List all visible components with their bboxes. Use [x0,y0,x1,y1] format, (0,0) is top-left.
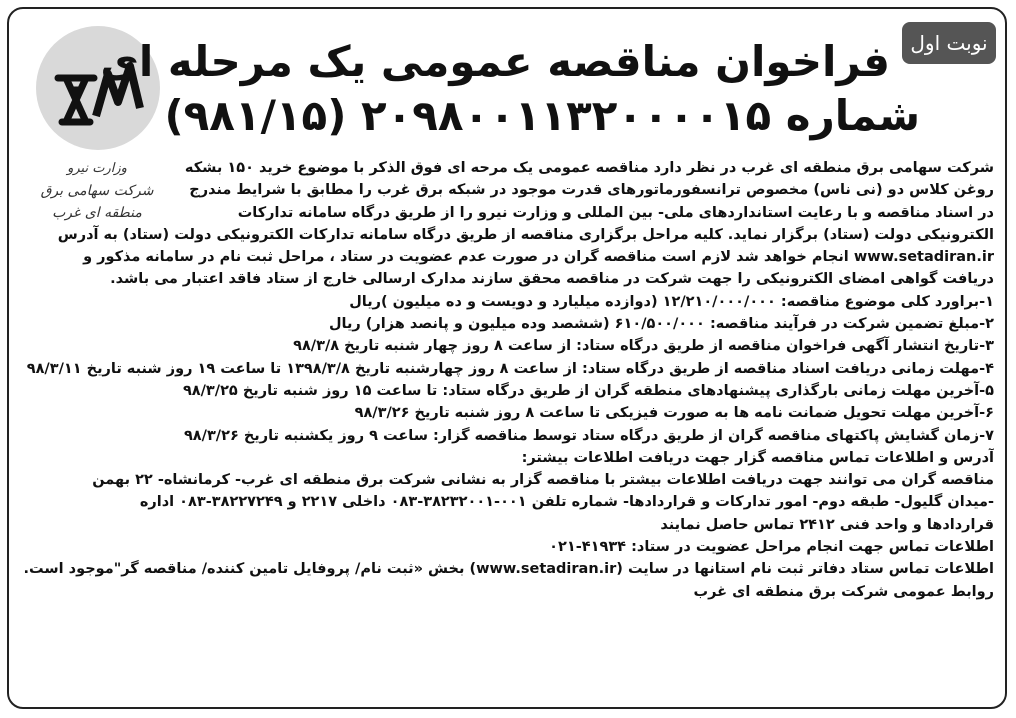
tender-number: شماره ۲۰۹۸۰۰۱۱۳۲۰۰۰۰۱۵ (۹۸۱/۱۵) [164,91,920,140]
intro-line: الکترونیکی دولت (ستاد) برگزار نماید. کلیه مراحل برگزاری مناقصه از طریق درگاه سامانه تدارکات الکترونیکی دولت (ستاد) به آدرس [57,226,994,243]
intro-line: شرکت سهامی برق منطقه ای غرب در نظر دارد مناقصه عمومی یک مرحه ای فوق الذکر با موضوع خرید ۱۵۰ بشکه [184,160,994,176]
round-badge: نوبت اول [902,22,996,64]
list-item: ۴-مهلت زمانی دریافت اسناد مناقصه از طریق درگاه ستاد: از ساعت ۸ روز چهارشنبه تاریخ ۱۳۹۸/۳/۸ تا ساعت ۱۹ روز شنبه تاریخ ۹۸/۳/۱۱ [26,360,994,377]
notice-title: فراخوان مناقصه عمومی یک مرحله ای [100,37,890,86]
notice-body [22,157,994,603]
list-item: ۷-زمان گشایش پاکتهای مناقصه گران از طریق درگاه ستاد توسط مناقصه گزار: ساعت ۹ روز یکشنبه تاریخ ۹۸/۳/۲۶ [183,427,994,444]
ministry-name: وزارت نیرو [67,161,127,176]
intro-line: در اسناد مناقصه و با رعایت استانداردهای ملی- بین المللی و وزارت نیرو را از طریق درگاه سامانه تدارکات [237,204,994,221]
contact-line: اطلاعات تماس ستاد دفاتر ثبت نام استانها در سایت (www.setadiran.ir) بخش «ثبت نام/ پروفایل تامین کننده/ مناقصه گر"موجود است. [23,561,994,578]
intro-line: روغن کلاس دو (نی ناس) مخصوص ترانسفورماتورهای قدرت موجود در شبکه برق غرب را مطابق با شرایط مندرج [189,182,994,199]
list-item: ۳-تاریخ انتشار آگهی فراخوان مناقصه از طریق درگاه ستاد: از ساعت ۸ روز چهار شنبه تاریخ ۹۸/۳/۸ [293,338,994,355]
contact-line: -میدان گلیول- طبقه دوم- امور تدارکات و قراردادها- شماره تلفن ۰۰۱-۳۸۲۳۲۰۰۱-۰۸۳ داخلی ۲۲۱۷ و ۳۸۲۲۷۲۴۹-۰۸۳ اداره [139,494,994,511]
list-item: ۲-مبلغ تضمین شرکت در فرآیند مناقصه: ۶۱۰/۵۰۰/۰۰۰ (ششصد وده میلیون و پانصد هزار) ریال [328,316,994,333]
list-item: ۱-براورد کلی موضوع مناقصه: ۱۲/۲۱۰/۰۰۰/۰۰۰ (دوازده میلیارد و دویست و ده میلیون )ریال [349,293,994,310]
contact-line: اطلاعات تماس جهت انجام مراحل عضویت در ستاد: ۴۱۹۳۴-۰۲۱ [549,539,994,556]
list-item: ۶-آخرین مهلت تحویل ضمانت نامه ها به صورت فیزیکی تا ساعت ۸ روز شنبه تاریخ ۹۸/۳/۲۶ [354,405,994,422]
list-item: ۵-آخرین مهلت زمانی بارگذاری پیشنهادهای منطقه گران از طریق درگاه ستاد: تا ساعت ۱۵ روز شنبه تاریخ ۹۸/۳/۲۵ [182,382,994,399]
company-name: شرکت سهامی برق منطقه ای غرب [40,183,154,221]
contact-line: قراردادها و واحد فنی ۲۴۱۲ تماس حاصل نمایند [660,516,994,533]
signature-line: روابط عمومی شرکت برق منطقه ای غرب [693,583,994,600]
contact-line: مناقصه گران می توانند جهت دریافت اطلاعات بیشتر با مناقصه گزار به نشانی شرکت برق منطقه ای غرب- کرمانشاه- ۲۲ بهمن [92,472,994,489]
intro-line: www.setadiran.ir انجام خواهد شد لازم است مناقصه گران در صورت عدم عضویت در ستاد ، مراحل ثبت نام در سامانه مذکور و [83,249,994,266]
intro-line: دریافت گواهی امضای الکترونیکی را جهت شرکت در مناقصه محقق سازند مدارک ارسالی خارج از ستاد فاقد اعتبار می باشد. [110,271,994,288]
contact-line: آدرس و اطلاعات تماس مناقصه گزار جهت دریافت اطلاعات بیشتر: [521,449,994,466]
